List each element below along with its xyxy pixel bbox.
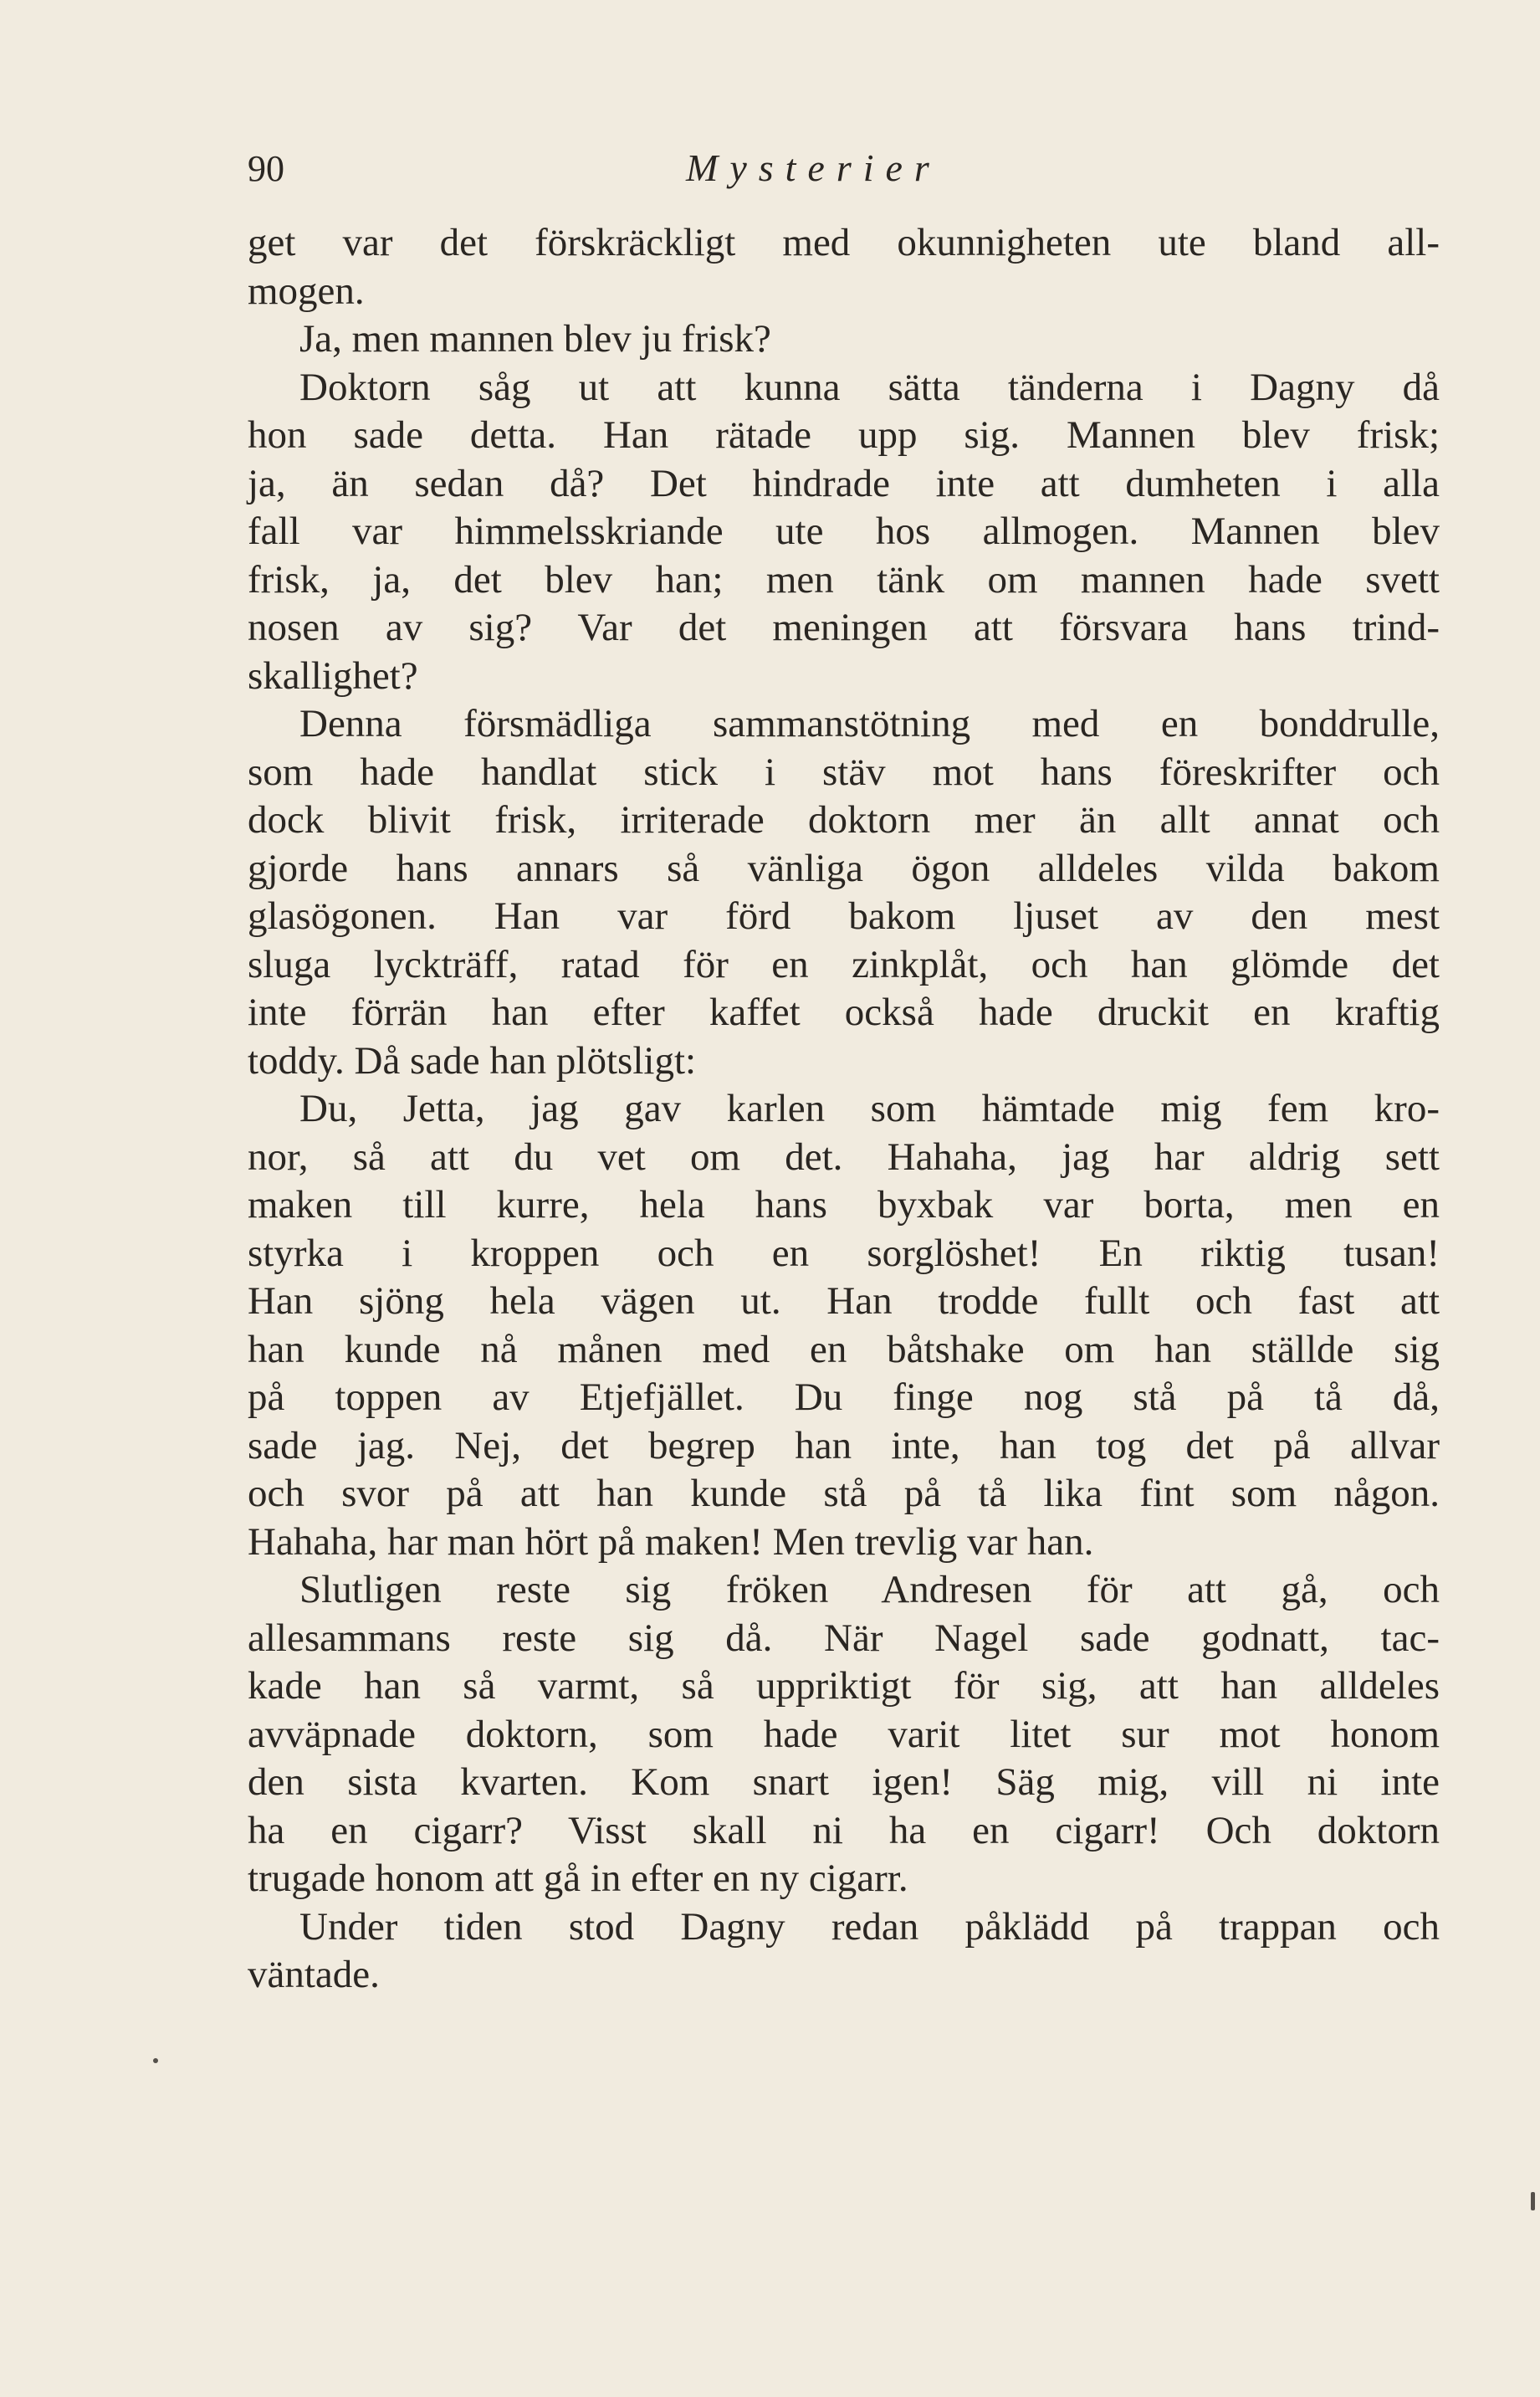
text-line: Doktorn såg ut att kunna sätta tänderna i Dagny då xyxy=(299,365,1440,409)
running-title: Mysterier xyxy=(686,146,941,189)
text-line: glasögonen. Han var förd bakom ljuset av den mest xyxy=(248,894,1440,938)
text-line: på toppen av Etjefjället. Du finge nog stå på tå då, xyxy=(248,1375,1440,1419)
text-line: Du, Jetta, jag gav karlen som hämtade mig fem kro- xyxy=(299,1087,1440,1130)
text-line: Slutligen reste sig fröken Andresen för att gå, och xyxy=(299,1568,1440,1611)
text-line: och svor på att han kunde stå på tå lika fint som någon. xyxy=(248,1472,1440,1515)
text-line: allesammans reste sig då. När Nagel sade godnatt, tac- xyxy=(248,1616,1440,1660)
text-line: frisk, ja, det blev han; men tänk om mannen hade svett xyxy=(248,557,1440,602)
text-line: Ja, men mannen blev ju frisk? xyxy=(299,317,771,361)
text-line: hon sade detta. Han rätade upp sig. Mannen blev frisk; xyxy=(248,413,1440,457)
text-line: skallighet? xyxy=(248,653,418,698)
text-line: Hahaha, har man hört på maken! Men trevlig var han. xyxy=(248,1519,1094,1564)
text-line: get var det förskräckligt med okunnigheten ute bland all- xyxy=(248,221,1440,264)
text-line: toddy. Då sade han plötsligt: xyxy=(248,1038,697,1083)
text-line: väntade. xyxy=(248,1953,380,1996)
text-line: dock blivit frisk, irriterade doktorn mer än allt annat och xyxy=(248,798,1440,842)
text-line: Han sjöng hela vägen ut. Han trodde fullt och fast att xyxy=(248,1279,1440,1323)
text-line: nor, så att du vet om det. Hahaha, jag har aldrig sett xyxy=(248,1134,1440,1179)
page-edge-mark xyxy=(1531,2192,1535,2210)
text-line: trugade honom att gå in efter en ny cigarr. xyxy=(248,1857,908,1900)
text-line: som hade handlat stick i stäv mot hans föreskrifter och xyxy=(248,750,1440,794)
text-line: gjorde hans annars så vänliga ögon alldeles vilda bakom xyxy=(248,846,1440,890)
text-line: han kunde nå månen med en båtshake om han ställde sig xyxy=(248,1327,1440,1371)
text-line: inte förrän han efter kaffet också hade druckit en kraftig xyxy=(248,991,1440,1034)
text-line: avväpnade doktorn, som hade varit litet sur mot honom xyxy=(248,1712,1440,1756)
text-line: sade jag. Nej, det begrep han inte, han tog det på allvar xyxy=(248,1423,1440,1467)
text-line: kade han så varmt, så uppriktigt för sig, att han alldeles xyxy=(248,1664,1440,1708)
text-line: ja, än sedan då? Det hindrade inte att dumheten i alla xyxy=(248,461,1440,505)
text-line: styrka i kroppen och en sorglöshet! En riktig tusan! xyxy=(248,1231,1440,1275)
text-line: sluga lyckträff, ratad för en zinkplåt, och han glömde det xyxy=(248,942,1440,986)
text-line: nosen av sig? Var det meningen att försvara hans trind- xyxy=(248,606,1440,649)
text-line: Under tiden stod Dagny redan påklädd på trappan och xyxy=(299,1904,1440,1949)
text-line: fall var himmelsskriande ute hos allmogen. Mannen blev xyxy=(248,510,1440,553)
body-text xyxy=(248,219,1440,2000)
text-line: ha en cigarr? Visst skall ni ha en cigarr! Och doktorn xyxy=(248,1808,1440,1852)
page-number: 90 xyxy=(248,148,284,189)
text-line: Denna försmädliga sammanstötning med en bonddrulle, xyxy=(299,702,1440,745)
text-line: maken till kurre, hela hans byxbak var borta, men en xyxy=(248,1183,1440,1227)
text-line: mogen. xyxy=(248,269,365,313)
print-speck xyxy=(153,2058,158,2063)
text-line: den sista kvarten. Kom snart igen! Säg mig, vill ni inte xyxy=(248,1760,1440,1804)
